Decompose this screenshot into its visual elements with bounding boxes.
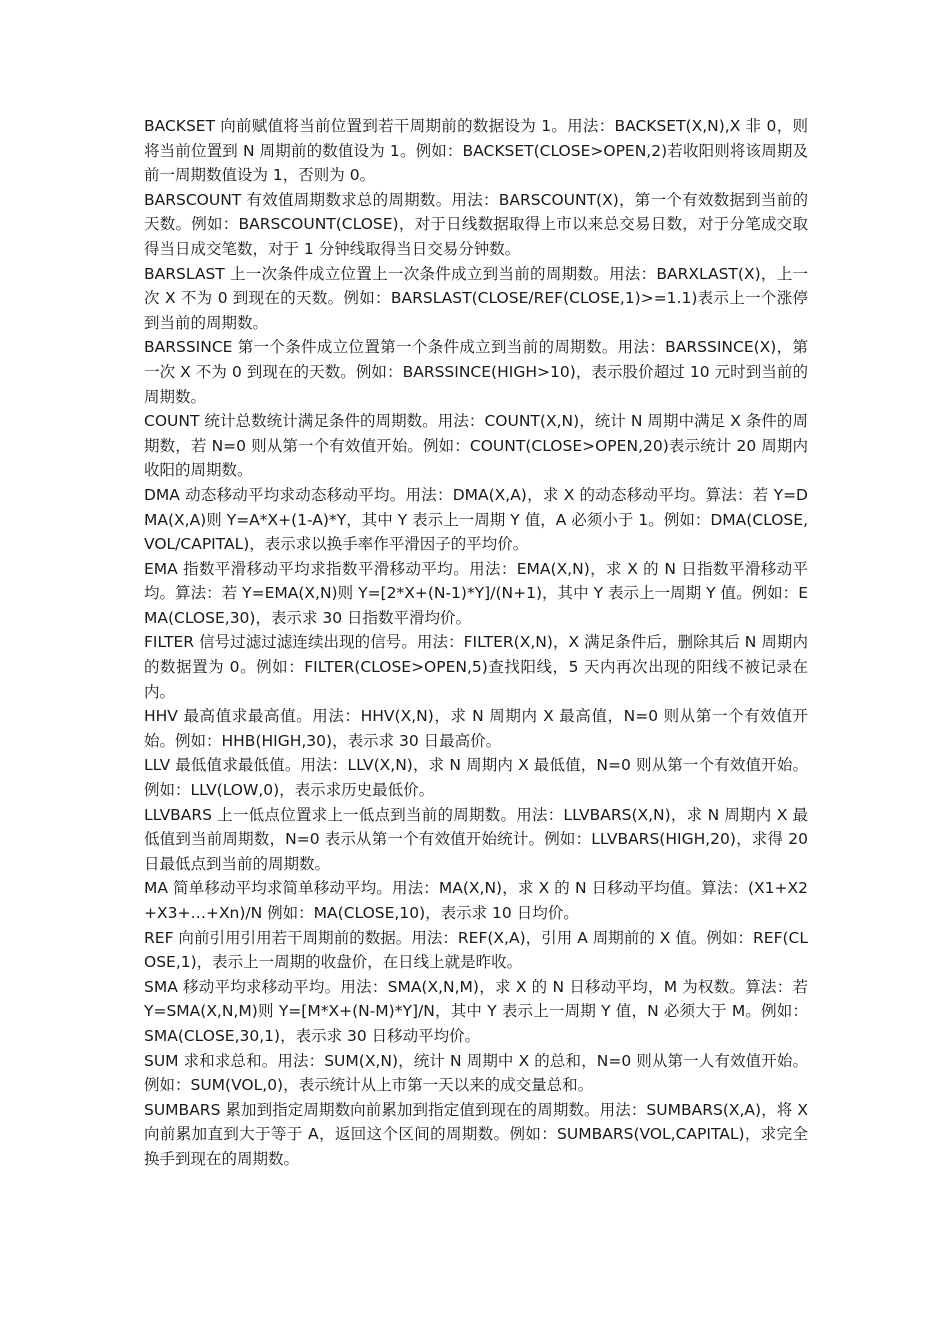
entry-filter: FILTER 信号过滤过滤连续出现的信号。用法：FILTER(X,N)，X 满足条件后，删除其后 N 周期内的数据置为 0。例如：FILTER(CLOSE>OPEN,5)查找阳线，5 天内再次出现的阳线不被记录在内。 (144, 633, 808, 701)
entry-hhv: HHV 最高值求最高值。用法：HHV(X,N)，求 N 周期内 X 最高值，N=0 则从第一个有效值开始。例如：HHB(HIGH,30)，表示求 30 日最高价。 (144, 707, 808, 750)
entry-barslast: BARSLAST 上一次条件成立位置上一次条件成立到当前的周期数。用法：BARXLAST(X)，上一次 X 不为 0 到现在的天数。例如：BARSLAST(CLOSE/REF(CLOSE,1)>=1.1)表示上一个涨停到当前的周期数。 (144, 264, 808, 332)
entry-ema: EMA 指数平滑移动平均求指数平滑移动平均。用法：EMA(X,N)，求 X 的 N 日指数平滑移动平均。算法：若 Y=EMA(X,N)则 Y=[2*X+(N-1)*Y]/(N+1)，其中 Y 表示上一周期 Y 值。例如：EMA(CLOSE,30)，表示求 30 日指数平滑均价。 (144, 559, 808, 627)
entry-ma: MA 简单移动平均求简单移动平均。用法：MA(X,N)，求 X 的 N 日移动平均值。算法：(X1+X2+X3+…+Xn)/N 例如：MA(CLOSE,10)，表示求 10 日均价。 (144, 879, 808, 922)
entry-barscount: BARSCOUNT 有效值周期数求总的周期数。用法：BARSCOUNT(X)，第一个有效数据到当前的天数。例如：BARSCOUNT(CLOSE)，对于日线数据取得上市以来总交易日数，对于分笔成交取得当日成交笔数，对于 1 分钟线取得当日交易分钟数。 (144, 190, 808, 258)
entry-sma: SMA 移动平均求移动平均。用法：SMA(X,N,M)，求 X 的 N 日移动平均，M 为权数。算法：若 Y=SMA(X,N,M)则 Y=[M*X+(N-M)*Y]/N，其中 Y 表示上一周期 Y 值，N 必须大于 M。例如：SMA(CLOSE,30,1)，表示求 30 日移动平均价。 (144, 977, 808, 1045)
entry-sumbars: SUMBARS 累加到指定周期数向前累加到指定值到现在的周期数。用法：SUMBARS(X,A)，将 X 向前累加直到大于等于 A，返回这个区间的周期数。例如：SUMBARS(VOL,CAPITAL)，求完全换手到现在的周期数。 (144, 1100, 808, 1168)
entry-backset: BACKSET 向前赋值将当前位置到若干周期前的数据设为 1。用法：BACKSET(X,N),X 非 0，则将当前位置到 N 周期前的数值设为 1。例如：BACKSET(CLOSE>OPEN,2)若收阳则将该周期及前一周期数值设为 1，否则为 0。 (144, 117, 808, 185)
entry-count: COUNT 统计总数统计满足条件的周期数。用法：COUNT(X,N)，统计 N 周期中满足 X 条件的周期数，若 N=0 则从第一个有效值开始。例如：COUNT(CLOSE>OPEN,20)表示统计 20 周期内收阳的周期数。 (144, 412, 808, 480)
entry-dma: DMA 动态移动平均求动态移动平均。用法：DMA(X,A)，求 X 的动态移动平均。算法：若 Y=DMA(X,A)则 Y=A*X+(1-A)*Y，其中 Y 表示上一周期 Y 值，A 必须小于 1。例如：DMA(CLOSE,VOL/CAPITAL)，表示求以换手率作平滑因子的平均价。 (144, 485, 808, 554)
entry-sum: SUM 求和求总和。用法：SUM(X,N)，统计 N 周期中 X 的总和，N=0 则从第一人有效值开始。例如：SUM(VOL,0)，表示统计从上市第一天以来的成交量总和。 (144, 1051, 808, 1095)
entry-barssince: BARSSINCE 第一个条件成立位置第一个条件成立到当前的周期数。用法：BARSSINCE(X)，第一次 X 不为 0 到现在的天数。例如：BARSSINCE(HIGH>10)，表示股价超过 10 元时到当前的周期数。 (144, 338, 808, 406)
function-reference-list (144, 114, 808, 1172)
entry-llv: LLV 最低值求最低值。用法：LLV(X,N)，求 N 周期内 X 最低值，N=0 则从第一个有效值开始。例如：LLV(LOW,0)，表示求历史最低价。 (144, 756, 808, 800)
entry-llvbars: LLVBARS 上一低点位置求上一低点到当前的周期数。用法：LLVBARS(X,N)，求 N 周期内 X 最低值到当前周期数，N=0 表示从第一个有效值开始统计。例如：LLVBARS(HIGH,20)，求得 20 日最低点到当前的周期数。 (144, 805, 808, 873)
entry-ref: REF 向前引用引用若干周期前的数据。用法：REF(X,A)，引用 A 周期前的 X 值。例如：REF(CLOSE,1)，表示上一周期的收盘价，在日线上就是昨收。 (144, 928, 808, 972)
